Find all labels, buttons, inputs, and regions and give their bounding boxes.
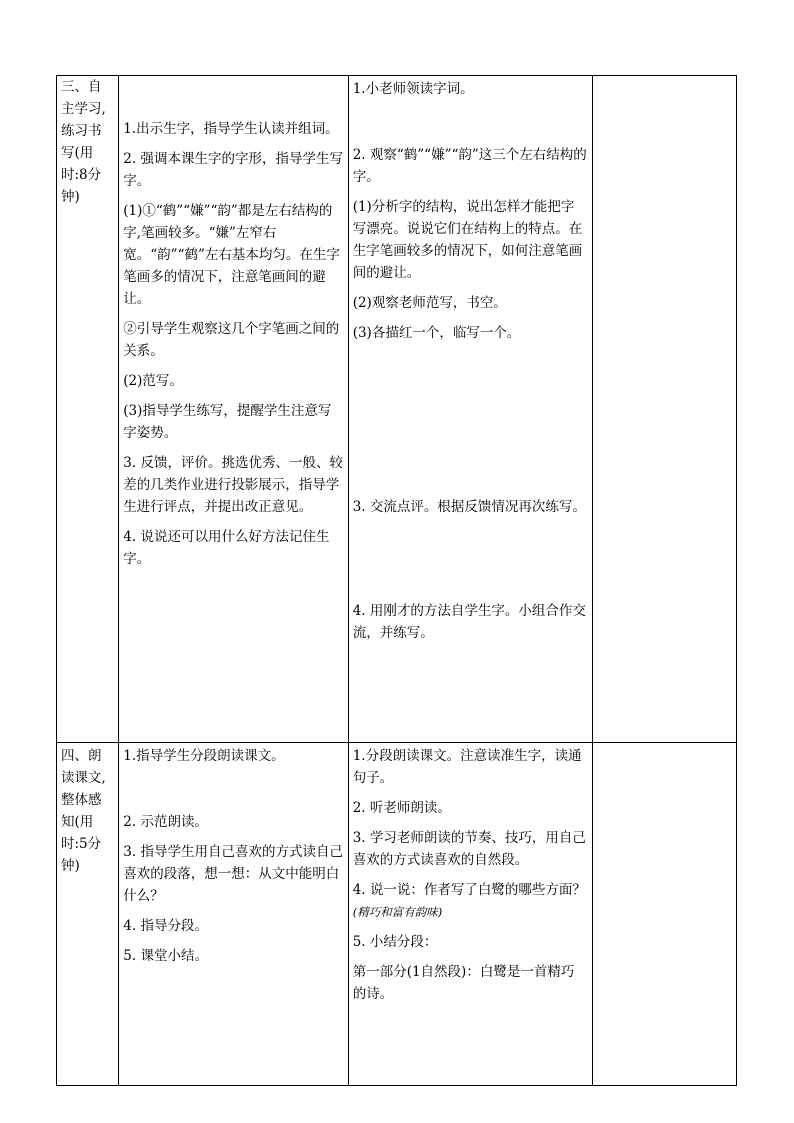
stage-label-self-study: 三、自主学习,练习书写(用时:8分钟)	[57, 76, 119, 743]
teacher-step: 2. 示范朗读。	[123, 814, 208, 830]
student-step: 2. 听老师朗读。	[352, 800, 451, 816]
stage-label-reading: 四、朗读课文,整体感知(用时:5分钟)	[57, 743, 119, 1086]
teacher-step: 5. 课堂小结。	[123, 948, 208, 964]
student-step: 3. 学习老师朗读的节奏、技巧，用自己喜欢的方式读喜欢的自然段。	[352, 830, 586, 868]
student-activity-cell	[348, 743, 592, 1086]
student-step	[353, 879, 588, 923]
teacher-step: 2. 强调本课生字的字形，指导学生写字。	[123, 151, 343, 189]
student-step: (1)分析字的结构，说出怎样才能把字写漂亮。说说它们在结构上的特点。在生字笔画较多的情况下，如何注意笔画间的避让。	[352, 199, 583, 281]
table-row-self-study	[57, 76, 737, 743]
teacher-step: 1.出示生字，指导学生认读并组词。	[123, 121, 339, 137]
student-step: 2. 观察“鹤”“嫌”“韵”这三个左右结构的字。	[352, 147, 587, 185]
teacher-step: ②引导学生观察这几个字笔画之间的关系。	[123, 321, 340, 359]
notes-cell	[592, 743, 736, 1086]
teacher-activity-cell	[119, 76, 348, 743]
teacher-step: 3. 反馈，评价。挑选优秀、一般、较差的几类作业进行投影展示，指导学生进行评点，并提出改正意见。	[123, 455, 343, 515]
notes-cell	[592, 76, 736, 743]
handwritten-note: (精巧和富有韵味)	[352, 905, 443, 919]
teacher-step: (1)①“鹤”“嫌”“韵”都是左右结构的字,笔画较多。“嫌”左窄右宽。“韵”“鹤”左右基本均匀。在生字笔画多的情况下，注意笔画间的避让。	[123, 203, 340, 307]
teacher-step: 4. 说说还可以用什么好方法记住生字。	[123, 529, 330, 567]
teacher-activity-cell	[119, 743, 348, 1086]
student-activity-cell	[348, 76, 592, 743]
student-step: (3)各描红一个，临写一个。	[352, 325, 521, 341]
table-row-reading	[57, 743, 737, 1086]
student-step: 1.分段朗读课文。注意读准生字，读通句子。	[352, 748, 582, 786]
teacher-step: (3)指导学生练写，提醒学生注意写字姿势。	[123, 403, 332, 441]
student-step: (2)观察老师范写，书空。	[352, 295, 507, 311]
student-step: 5. 小结分段：	[352, 934, 438, 950]
student-step: 4. 用刚才的方法自学生字。小组合作交流，并练写。	[352, 603, 586, 641]
student-step-text: 4. 说一说：作者写了白鹭的哪些方面？	[352, 882, 586, 898]
teacher-step: 4. 指导分段。	[123, 918, 208, 934]
teacher-step: 1.指导学生分段朗读课文。	[123, 748, 285, 764]
student-step: 第一部分(1自然段)：白鹭是一首精巧的诗。	[352, 964, 575, 1002]
teacher-step: 3. 指导学生用自己喜欢的方式读自己喜欢的段落，想一想：从文中能明白什么？	[123, 844, 343, 904]
teacher-step: (2)范写。	[123, 373, 183, 389]
lesson-plan-table	[56, 75, 737, 1086]
student-step: 3. 交流点评。根据反馈情况再次练写。	[352, 499, 586, 515]
student-step: 1.小老师领读字词。	[352, 81, 474, 97]
